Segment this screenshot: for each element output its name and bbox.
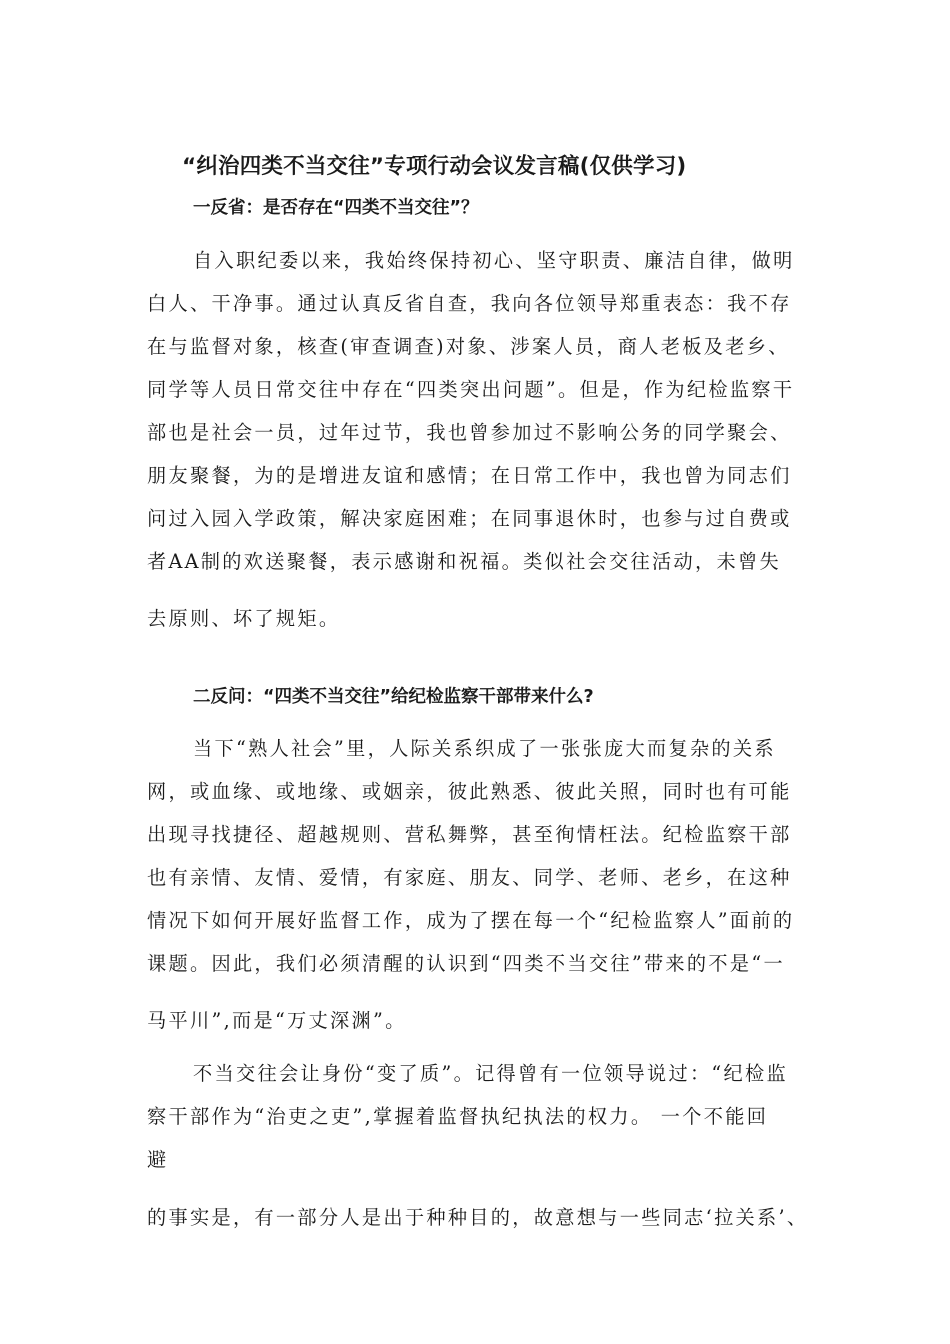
- paragraph-line: 朋友聚餐，为的是增进友谊和感情；在日常工作中，我也曾为同志们: [147, 464, 792, 487]
- paragraph-line: 问过入园入学政策，解决家庭困难；在同事退休时，也参与过自费或: [147, 507, 792, 530]
- section-2-paragraph-2: [147, 1052, 812, 1181]
- paragraph-line: 部也是社会一员，过年过节，我也曾参加过不影响公务的同学聚会、: [147, 421, 792, 444]
- paragraph-line: 自入职纪委以来，我始终保持初心、坚守职责、廉洁自律，做明: [193, 249, 795, 272]
- paragraph-line: 网，或血缘、或地缘、或姻亲，彼此熟悉、彼此关照，同时也有可能: [147, 780, 792, 803]
- document-title: “纠治四类不当交往”专项行动会议发言稿(仅供学习): [182, 154, 687, 179]
- paragraph-line: 白人、干净事。通过认真反省自查，我向各位领导郑重表态：我不存: [147, 292, 792, 315]
- paragraph-line: 也有亲情、友情、爱情，有家庭、朋友、同学、老师、老乡，在这种: [147, 866, 792, 889]
- paragraph-line: 不当交往会让身份“变了质”。记得曾有一位领导说过：“纪检监: [193, 1062, 789, 1085]
- paragraph-line: 在与监督对象，核查(审查调查)对象、涉案人员，商人老板及老乡、: [147, 335, 790, 358]
- paragraph-line: 者AA制的欢送聚餐，表示感谢和祝福。类似社会交往活动，未曾失: [147, 550, 781, 573]
- paragraph-line: 同学等人员日常交往中存在“四类突出问题”。但是，作为纪检监察干: [147, 378, 795, 401]
- paragraph-line: 课题。因此，我们必须清醒的认识到“四类不当交往”带来的不是“一: [147, 952, 785, 975]
- paragraph-line: 察干部作为“治吏之吏”,掌握着监督执纪执法的权力。 一个不能回: [147, 1105, 769, 1128]
- paragraph-line: 出现寻找捷径、超越规则、营私舞弊，甚至徇情枉法。纪检监察干部: [147, 823, 792, 846]
- paragraph-line: 马平川”,而是“万丈深渊”。: [147, 1009, 407, 1032]
- paragraph-line: 避: [147, 1148, 169, 1171]
- section-heading-2: 二反问：“四类不当交往”给纪检监察干部带来什么?: [193, 687, 594, 707]
- paragraph-line: 去原则、坏了规矩。: [147, 607, 341, 630]
- paragraph-line: 情况下如何开展好监督工作，成为了摆在每一个“纪检监察人”面前的: [147, 909, 795, 932]
- paragraph-line: 当下“熟人社会”里，人际关系织成了一张张庞大而复杂的关系: [193, 737, 776, 760]
- section-2-paragraph-3: 的事实是，有一部分人是出于种种目的，故意想与一些同志‘拉关系’、: [147, 1206, 809, 1229]
- section-1-paragraph: [147, 239, 812, 640]
- section-heading-1: 一反省：是否存在“四类不当交往”？: [193, 198, 479, 218]
- section-2-paragraph-1: [147, 727, 812, 1042]
